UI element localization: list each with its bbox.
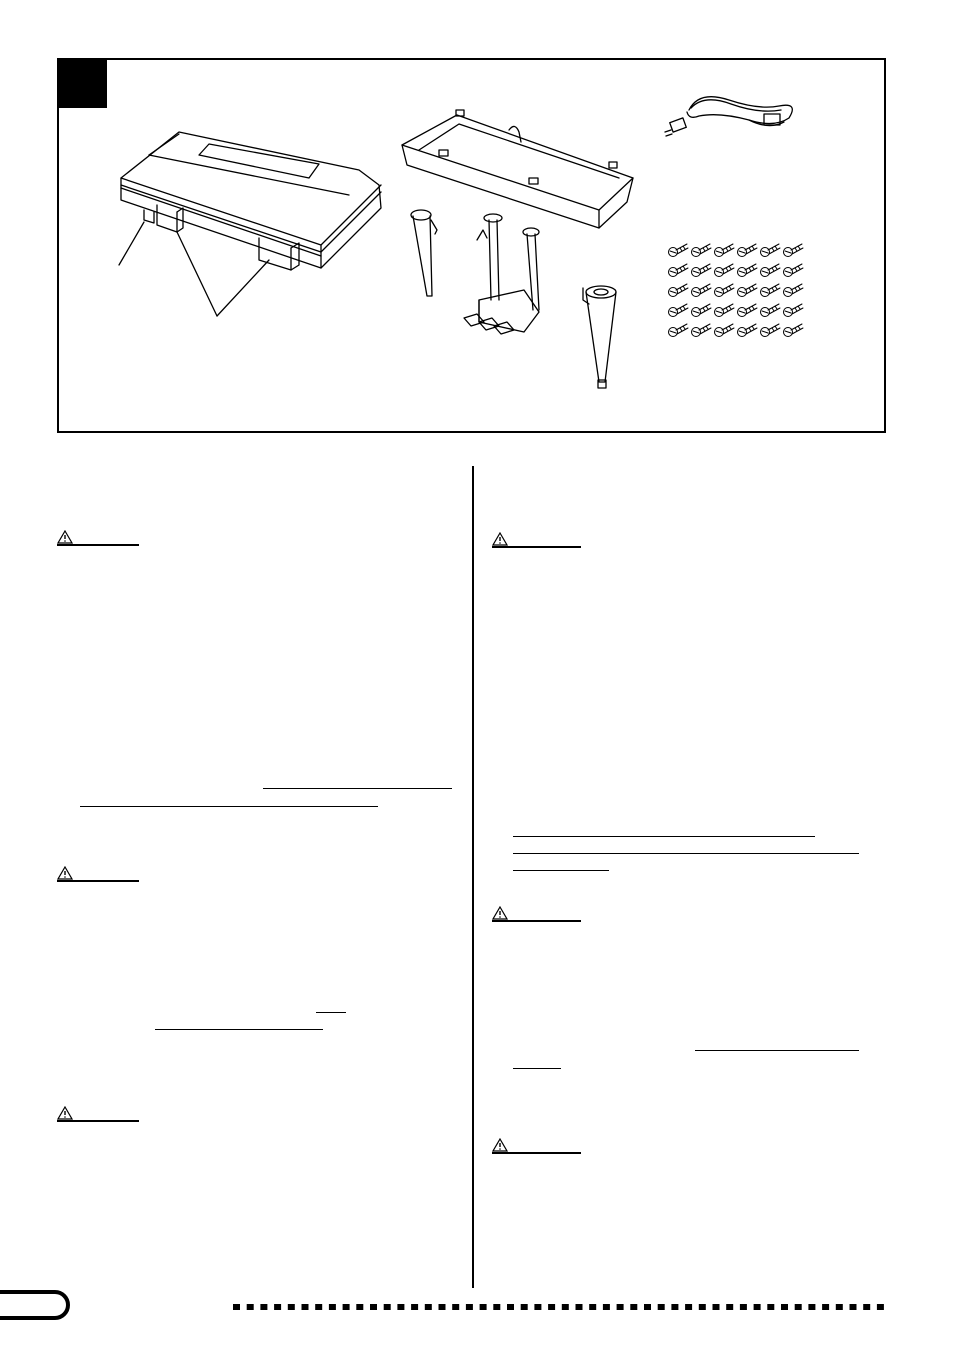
screw-icon <box>761 284 781 297</box>
footer-dot <box>384 1304 391 1310</box>
parts-drawing <box>59 60 885 432</box>
underline-5b <box>513 1068 561 1069</box>
footer-dot <box>644 1304 651 1310</box>
screw-icon <box>669 284 689 297</box>
screw-icon <box>669 244 689 257</box>
footer-dot <box>836 1304 843 1310</box>
footer-dot <box>452 1304 459 1310</box>
underline-4b <box>513 853 859 854</box>
footer-dot <box>685 1304 692 1310</box>
footer-dot <box>534 1304 541 1310</box>
footer-dot <box>521 1304 528 1310</box>
screw-icon <box>738 244 758 257</box>
footer-dot <box>466 1304 473 1310</box>
underline-2b <box>155 1029 323 1030</box>
screw-icon <box>738 264 758 277</box>
caution-heading-1 <box>57 530 139 546</box>
footer-dot <box>425 1304 432 1310</box>
footer-dot <box>713 1304 720 1310</box>
pedal-box-icon <box>464 214 539 334</box>
dotted-footer-rule <box>233 1303 893 1311</box>
footer-dot <box>274 1304 281 1310</box>
footer-dot <box>699 1304 706 1310</box>
screw-icon <box>761 324 781 337</box>
screw-icon <box>692 304 712 317</box>
underline-1b <box>80 806 378 807</box>
screw-icon <box>784 284 804 297</box>
warning-triangle-icon <box>57 1106 73 1120</box>
screw-icon <box>692 264 712 277</box>
footer-dot <box>480 1304 487 1310</box>
underline-4c <box>513 870 609 871</box>
footer-dot <box>247 1304 254 1310</box>
screw-icon <box>784 244 804 257</box>
footer-dot <box>343 1304 350 1310</box>
screw-icon <box>784 304 804 317</box>
parts-illustration <box>57 58 886 433</box>
screw-icon <box>715 324 735 337</box>
footer-dot <box>863 1304 870 1310</box>
caution-heading-5 <box>492 906 581 922</box>
footer-dot <box>356 1304 363 1310</box>
underline-1a <box>263 788 452 789</box>
footer-dot <box>302 1304 309 1310</box>
screw-icon <box>784 264 804 277</box>
underline-5a <box>695 1050 859 1051</box>
footer-dot <box>658 1304 665 1310</box>
footer-dot <box>767 1304 774 1310</box>
footer-dot <box>671 1304 678 1310</box>
footer-dot <box>576 1304 583 1310</box>
footer-dot <box>603 1304 610 1310</box>
warning-triangle-icon <box>492 1138 508 1152</box>
footer-dot <box>507 1304 514 1310</box>
warning-triangle-icon <box>57 866 73 880</box>
piano-main-unit-icon <box>119 132 381 316</box>
footer-dot <box>740 1304 747 1310</box>
footer-dot <box>850 1304 857 1310</box>
footer-dot <box>754 1304 761 1310</box>
caution-heading-2 <box>57 866 139 882</box>
screw-icon <box>692 244 712 257</box>
underline-4a <box>513 836 815 837</box>
page-tab-icon <box>0 1290 70 1320</box>
footer-dot <box>370 1304 377 1310</box>
footer-dot <box>877 1304 884 1310</box>
column-divider <box>472 466 474 1288</box>
caution-heading-6 <box>492 1138 581 1154</box>
footer-dot <box>329 1304 336 1310</box>
screw-icon <box>784 324 804 337</box>
screw-icon <box>692 284 712 297</box>
underline-2a <box>316 1012 346 1013</box>
screw-icon <box>669 304 689 317</box>
screw-icon <box>669 244 804 337</box>
back-board-icon <box>402 110 633 228</box>
footer-dot <box>589 1304 596 1310</box>
screw-icon <box>715 284 735 297</box>
footer-dot <box>726 1304 733 1310</box>
screw-icon <box>738 284 758 297</box>
footer-dot <box>411 1304 418 1310</box>
warning-triangle-icon <box>492 906 508 920</box>
footer-dot <box>315 1304 322 1310</box>
leg-icon <box>411 210 616 388</box>
caution-heading-4 <box>492 532 581 548</box>
footer-dot <box>288 1304 295 1310</box>
screw-icon <box>669 324 689 337</box>
screw-icon <box>761 264 781 277</box>
screw-icon <box>738 324 758 337</box>
warning-triangle-icon <box>492 532 508 546</box>
footer-dot <box>439 1304 446 1310</box>
screw-icon <box>692 324 712 337</box>
footer-dot <box>617 1304 624 1310</box>
footer-dot <box>493 1304 500 1310</box>
screw-icon <box>715 264 735 277</box>
footer-dot <box>397 1304 404 1310</box>
footer-dot <box>562 1304 569 1310</box>
screw-icon <box>715 244 735 257</box>
caution-heading-3 <box>57 1106 139 1122</box>
footer-dot <box>260 1304 267 1310</box>
footer-dot <box>795 1304 802 1310</box>
footer-dot <box>548 1304 555 1310</box>
warning-triangle-icon <box>57 530 73 544</box>
screw-icon <box>669 264 689 277</box>
footer-dot <box>630 1304 637 1310</box>
screw-icon <box>738 304 758 317</box>
power-cord-icon <box>665 97 792 136</box>
footer-dot <box>808 1304 815 1310</box>
footer-dot <box>822 1304 829 1310</box>
footer-dot <box>781 1304 788 1310</box>
footer-dot <box>233 1304 240 1310</box>
screw-icon <box>761 244 781 257</box>
screw-icon <box>761 304 781 317</box>
screw-icon <box>715 304 735 317</box>
